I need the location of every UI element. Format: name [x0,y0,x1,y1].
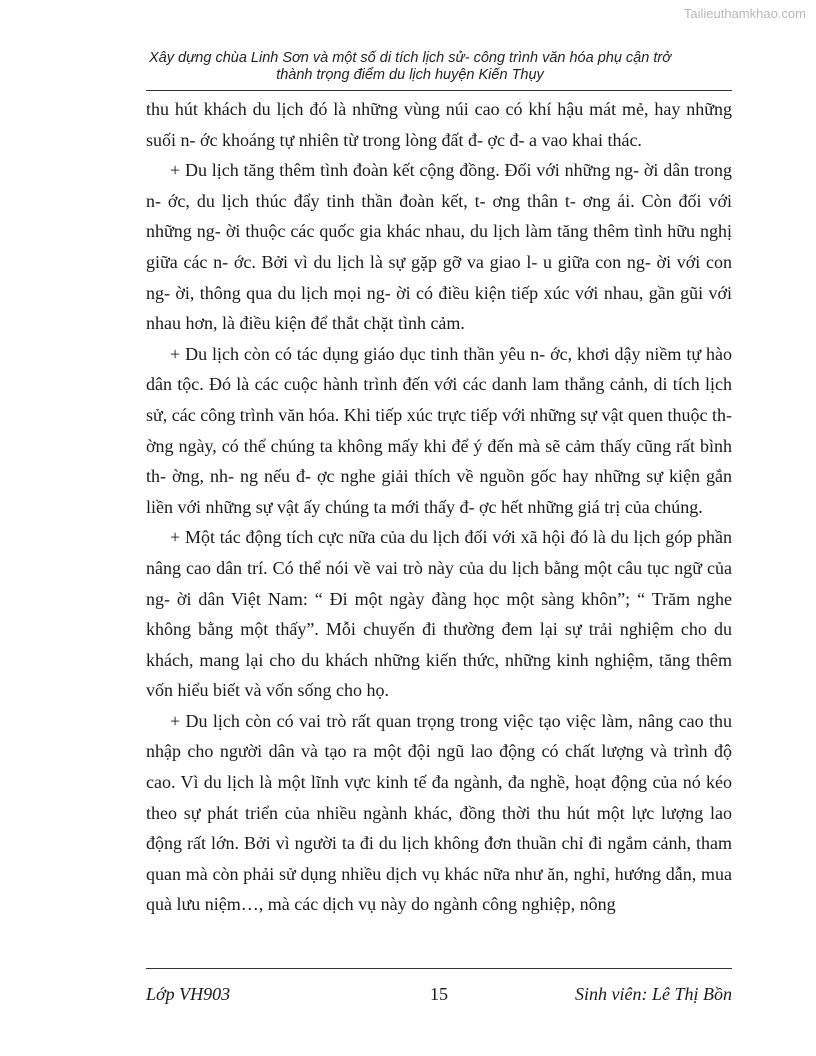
paragraph-5: + Du lịch còn có vai trò rất quan trọng trong việc tạo việc làm, nâng cao thu nhập cho người dân và tạo ra một đội ngũ lao động có chất lượng và trình độ cao. Vì du lịch là một lĩnh vực kinh tế đa ngành, đa nghề, hoạt động của nó kéo theo sự phát triển của nhiều ngành khác, đồng thời thu hút một lực lượng lao động rất lớn. Bởi vì người ta đi du lịch không đơn thuần chỉ đi ngắm cảnh, tham quan mà còn phải sử dụng nhiều dịch vụ khác nữa như ăn, nghỉ, hướng dẫn, mua quà lưu niệm…, mà các dịch vụ này do ngành công nghiệp, nông [146,710,732,915]
footer-class-label: Lớp VH903 [146,984,231,1004]
footer-divider [146,968,732,969]
header-title-line-2: thành trọng điểm du lịch huyện Kiến Thụy [276,67,544,83]
paragraph-2: + Du lịch tăng thêm tình đoàn kết cộng đồng. Đối với những ng- ời dân trong n- ớc, du lịch thúc đẩy tinh thần đoàn kết, t- ơng thân t- ơng ái. Còn đối với những ng- ời thuộc các quốc gia khác nhau, du lịch làm tăng thêm tình hữu nghị giữa các n- ớc. Bởi vì du lịch là sự gặp gỡ va giao l- u giữa con ng- ời với con ng- ời, thông qua du lịch mọi ng- ời có điều kiện tiếp xúc với nhau, gần gũi với nhau hơn, là điều kiện để thắt chặt tình cảm. [146,160,732,334]
header-title-line-1: Xây dựng chùa Linh Sơn và một số di tích lịch sử- công trình văn hóa phụ cận trở [149,50,671,66]
page-header-title [90,50,730,84]
header-divider [146,90,732,91]
paragraph-3: + Du lịch còn có tác dụng giáo dục tinh thần yêu n- ớc, khơi dậy niềm tự hào dân tộc. Đó là các cuộc hành trình đến với các danh lam thắng cảnh, di tích lịch sử, các công trình văn hóa. Khi tiếp xúc trực tiếp với những sự vật quen thuộc th- ờng ngày, có thể chúng ta không mấy khi để ý đến mà sẽ cảm thấy cũng rất bình th- ờng, nh- ng nếu đ- ợc nghe giải thích về nguồn gốc hay những sự kiện gắn liền với những sự vật ấy chúng ta mới thấy đ- ợc hết những giá trị của chúng. [146,343,732,517]
page-number: 15 [430,984,448,1004]
document-body [146,94,732,920]
watermark: Tailieuthamkhao.com [683,6,806,21]
paragraph-4: + Một tác động tích cực nữa của du lịch đối với xã hội đó là du lịch góp phần nâng cao dân trí. Có thể nói về vai trò này của du lịch bằng một câu tục ngữ của ng- ời dân Việt Nam: “ Đi một ngày đàng học một sàng khôn”; “ Trăm nghe không bằng một thấy”. Mỗi chuyến đi thường đem lại sự trải nghiệm cho du khách, mang lại cho du khách những kiến thức, những kinh nghiệm, tăng thêm vốn hiểu biết và vốn sống cho họ. [146,527,732,701]
footer-student-label: Sinh viên: Lê Thị Bồn [575,984,732,1004]
paragraph-1: thu hút khách du lịch đó là những vùng núi cao có khí hậu mát mẻ, hay những suối n- ớc khoáng tự nhiên từ trong lòng đất đ- ợc đ- a vao khai thác. [146,99,732,150]
